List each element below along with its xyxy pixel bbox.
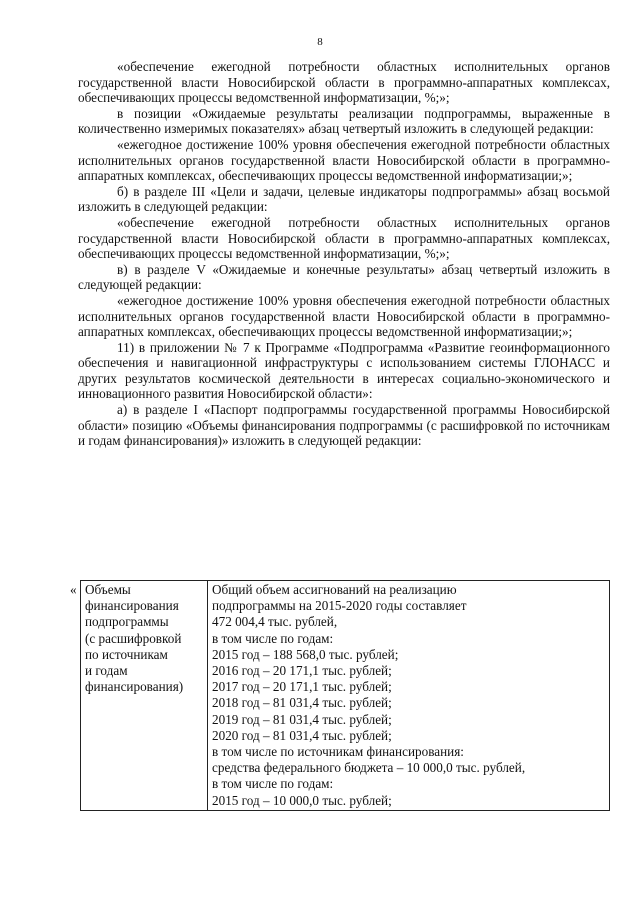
- value-cell: [208, 581, 610, 811]
- value-line: подпрограммы на 2015-2020 годы составляет: [212, 598, 467, 614]
- label-line: (с расшифровкой: [85, 630, 182, 646]
- value-line: 2015 год – 10 000,0 тыс. рублей;: [212, 792, 392, 808]
- paragraph: «обеспечение ежегодной потребности областных исполнительных органов государственной власти Новосибирской области в программно-аппаратных комплексах, обеспечивающих процессы ведомственной информатизации, %;»;: [78, 214, 610, 262]
- value-line: Общий объем ассигнований на реализацию: [212, 582, 457, 597]
- label-line: Объемы: [85, 582, 131, 597]
- opening-quote: «: [70, 582, 77, 597]
- value-line: в том числе по годам:: [212, 776, 334, 792]
- value-line: 2017 год – 20 171,1 тыс. рублей;: [212, 679, 392, 695]
- value-line: 472 004,4 тыс. рублей,: [212, 614, 338, 630]
- value-line: 2020 год – 81 031,4 тыс. рублей;: [212, 727, 392, 743]
- label-line: по источникам: [85, 646, 168, 662]
- paragraph: в) в разделе V «Ожидаемые и конечные результаты» абзац четвертый изложить в следующей редакции:: [78, 261, 610, 293]
- paragraph: в позиции «Ожидаемые результаты реализации подпрограммы, выраженные в количественно измеримых показателях» абзац четвертый изложить в следующей редакции:: [78, 105, 610, 137]
- page-number: 8: [317, 36, 323, 48]
- value-line: 2015 год – 188 568,0 тыс. рублей;: [212, 646, 399, 662]
- value-line: 2016 год – 20 171,1 тыс. рублей;: [212, 663, 392, 679]
- label-line: финансирования): [85, 679, 184, 695]
- value-line: в том числе по источникам финансирования:: [212, 744, 464, 760]
- value-line: 2018 год – 81 031,4 тыс. рублей;: [212, 695, 392, 711]
- value-line: в том числе по годам:: [212, 630, 334, 646]
- label-line: и годам: [85, 663, 128, 679]
- label-line: финансирования: [85, 598, 179, 614]
- value-line: 2019 год – 81 031,4 тыс. рублей;: [212, 711, 392, 727]
- paragraph: 11) в приложении № 7 к Программе «Подпрограмма «Развитие геоинформационного обеспечения и навигационной инфраструктуры с использованием системы ГЛОНАСС и других результатов космической деятельности в интересах социально-экономического и инновационного развития Новосибирской области»:: [78, 339, 610, 402]
- label-line: подпрограммы: [85, 614, 169, 630]
- document-body: [78, 59, 610, 449]
- table-row: [81, 581, 610, 811]
- paragraph: б) в разделе III «Цели и задачи, целевые индикаторы подпрограммы» абзац восьмой изложить в следующей редакции:: [78, 183, 610, 215]
- financing-table: [80, 580, 610, 811]
- value-line: средства федерального бюджета – 10 000,0 тыс. рублей,: [212, 760, 526, 776]
- paragraph: «обеспечение ежегодной потребности областных исполнительных органов государственной власти Новосибирской области в программно-аппаратных комплексах, обеспечивающих процессы ведомственной информатизации, %;»;: [78, 59, 610, 106]
- label-cell: [81, 581, 208, 811]
- paragraph: а) в разделе I «Паспорт подпрограммы государственной программы Новосибирской области» позицию «Объемы финансирования подпрограммы (с расшифровкой по источникам и годам финансирования)» изложить в следующей редакции:: [78, 402, 610, 449]
- paragraph: «ежегодное достижение 100% уровня обеспечения ежегодной потребности областных исполнительных органов государственной власти Новосибирской области в программно-аппаратных комплексах, обеспечивающих процессы ведомственной информатизации;»;: [78, 292, 610, 340]
- paragraph: «ежегодное достижение 100% уровня обеспечения ежегодной потребности областных исполнительных органов государственной власти Новосибирской области в программно-аппаратных комплексах, обеспечивающих процессы ведомственной информатизации;»;: [78, 136, 610, 184]
